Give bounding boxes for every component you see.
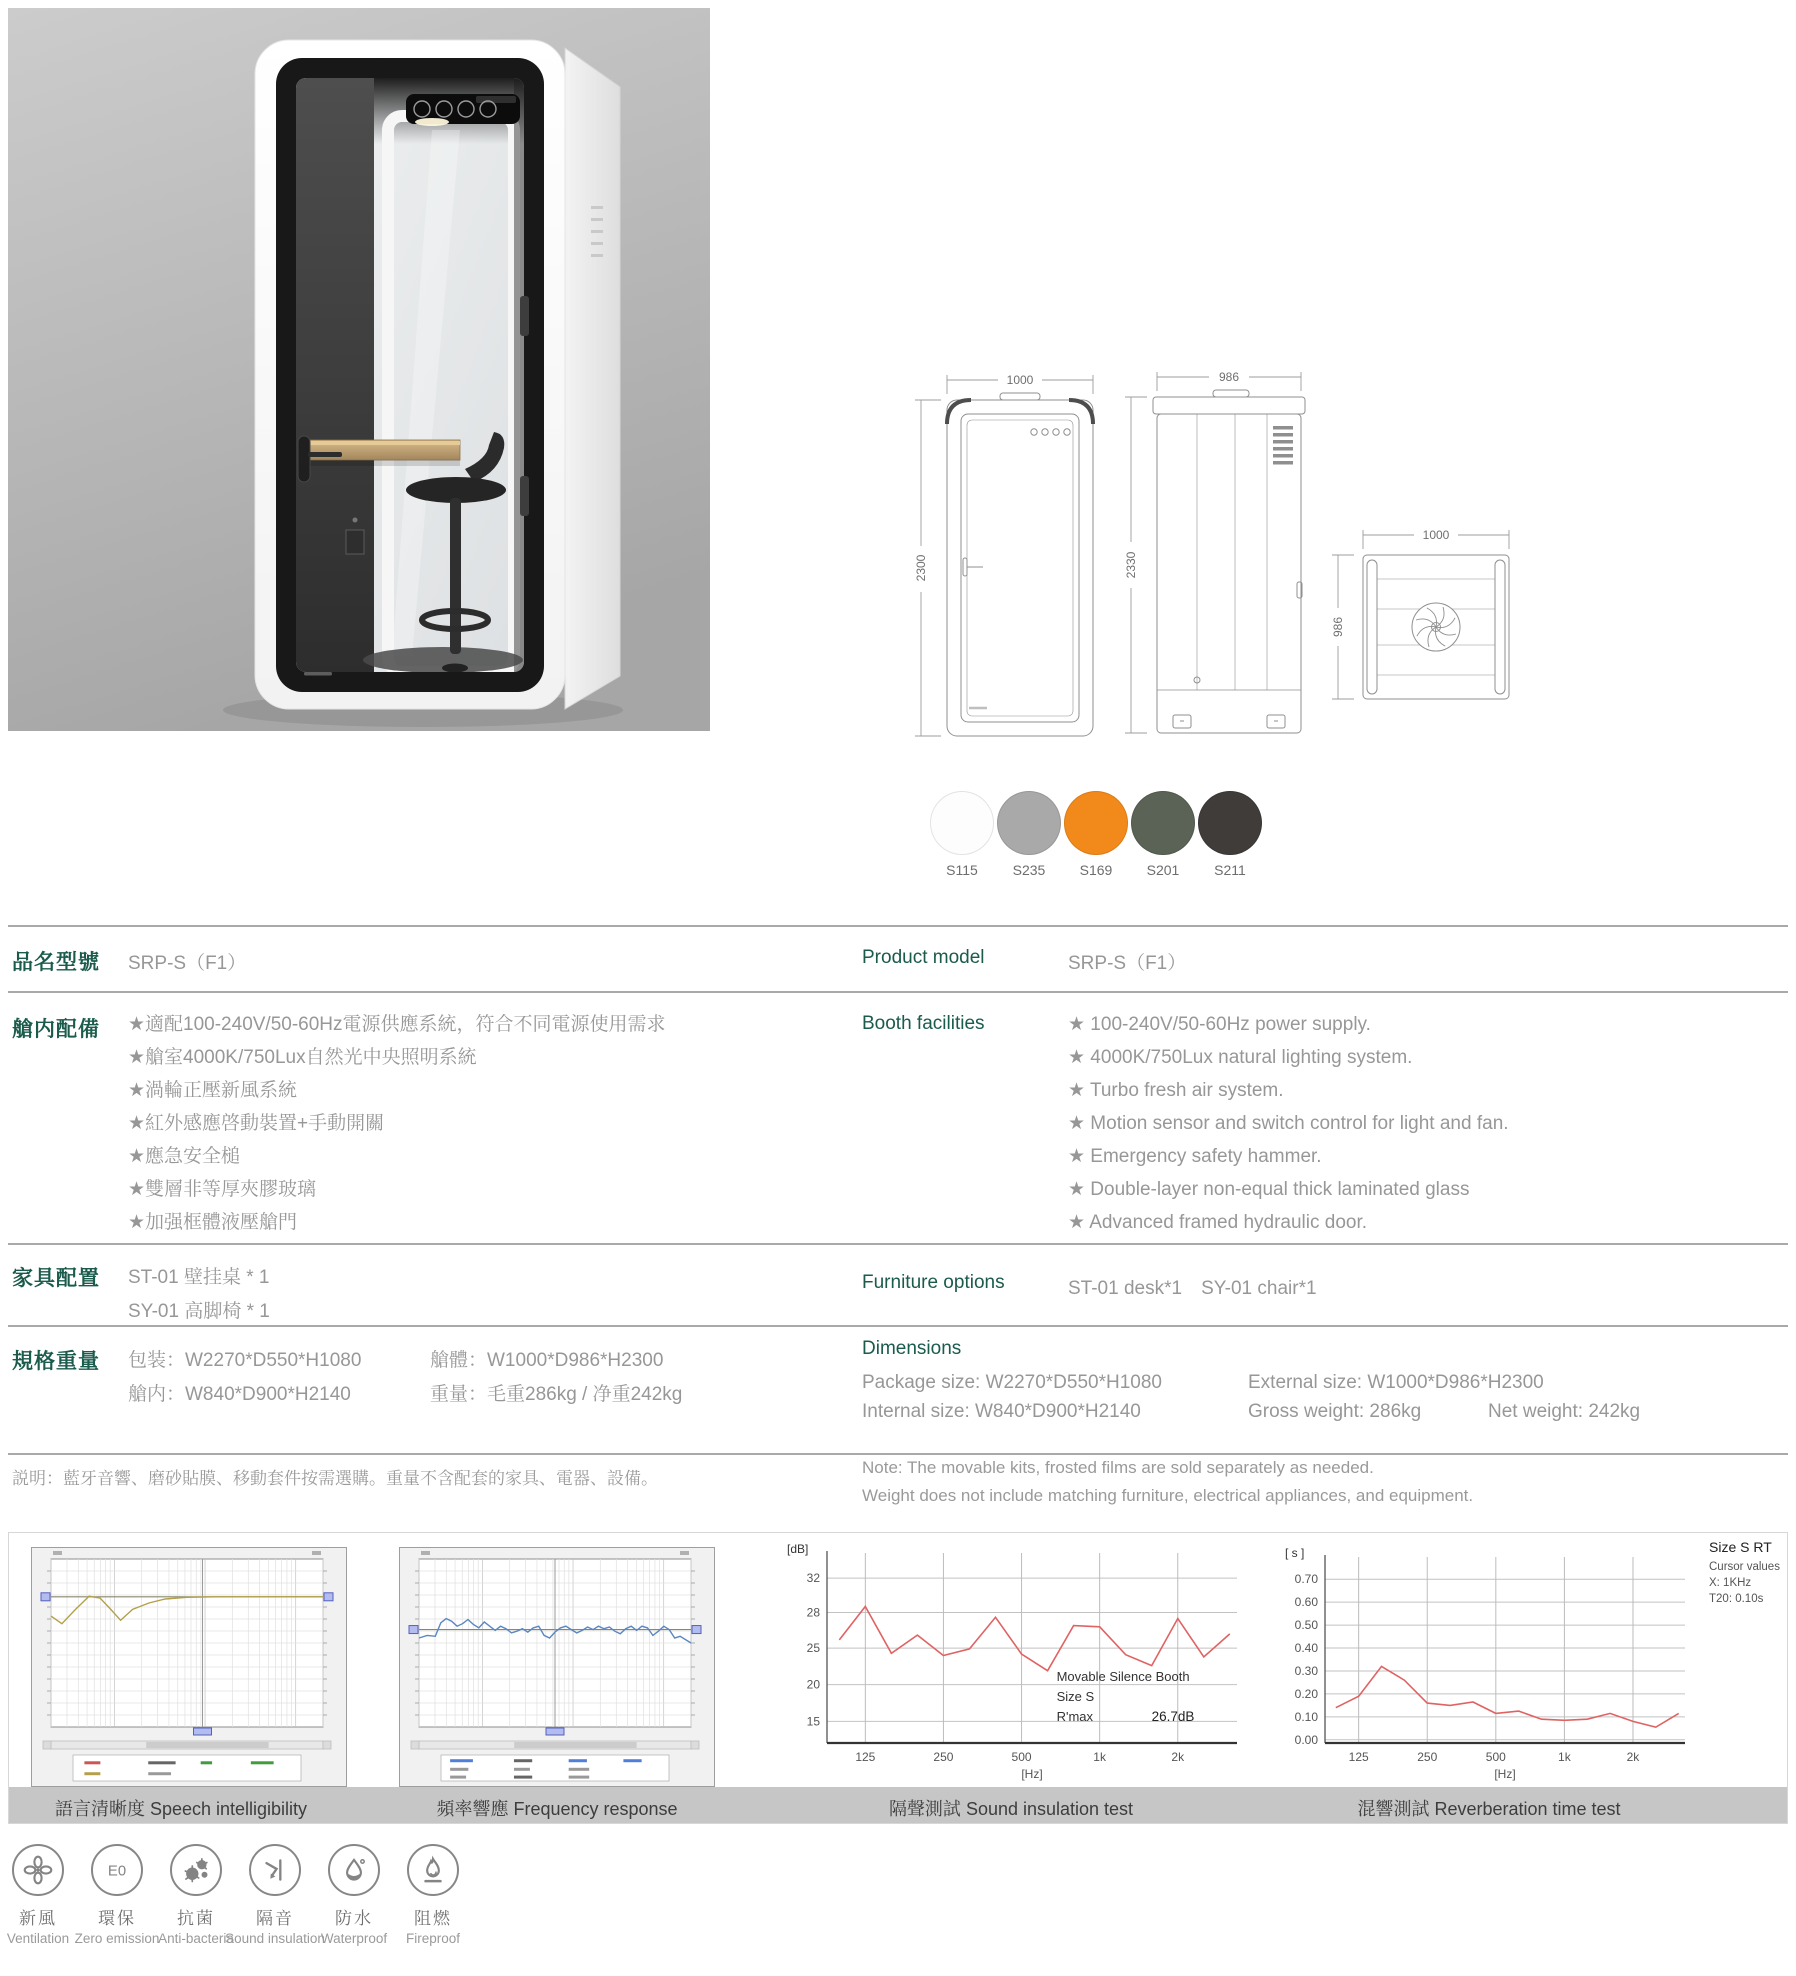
list-item: ★ 4000K/750Lux natural lighting system. [1068,1047,1413,1068]
model-value-zh: SRP-S（F1） [128,953,247,974]
divider [8,1243,1788,1245]
waterproof-icon [337,1853,371,1887]
list-item: ★加强框體液壓艙門 [128,1212,298,1233]
svg-text:0.00: 0.00 [1294,1732,1318,1747]
swatch-dot [1198,791,1262,855]
speech-intelligibility-chart [31,1547,347,1787]
swatch-s211 [1198,791,1262,878]
badge-label-zh: 隔音 [256,1909,294,1928]
dim-external-en: External size: W1000*D986*H2300 [1248,1372,1544,1393]
chart-caption: 語言清晰度 Speech intelligibility [54,1799,308,1819]
badge-circle [407,1844,459,1896]
swatch-code: S235 [1012,862,1046,878]
svg-text:986: 986 [1331,616,1345,638]
badge-fireproof [373,1844,493,1946]
drawing-side-view [1153,390,1305,733]
list-item: ★ Emergency safety hammer. [1068,1146,1322,1167]
badge-label-en: Fireproof [405,1931,461,1946]
swatch-code: S115 [946,862,978,878]
svg-text:1000: 1000 [1006,373,1034,387]
svg-text:32: 32 [806,1571,820,1586]
chart-note-line: T20: 0.10s [1709,1593,1764,1605]
chart-caption: 隔聲測試 Sound insulation test [888,1799,1134,1819]
svg-text:[ s ]: [ s ] [1285,1546,1305,1560]
chart-caption: 頻率響應 Frequency response [436,1799,678,1819]
swatch-dot [997,791,1061,855]
svg-text:125: 125 [1348,1750,1369,1764]
drawing-front-dims [913,372,1093,736]
svg-text:15: 15 [806,1714,820,1729]
acoustic-panel [296,78,374,672]
color-swatches [930,791,1262,878]
list-item: ★紅外感應啓動裝置+手動開關 [128,1113,385,1134]
svg-text:0.40: 0.40 [1294,1641,1318,1656]
badge-label-en: Waterproof [320,1931,388,1946]
swatch-code: S201 [1146,862,1180,878]
panel-light-glow [415,118,449,126]
svg-text:0.20: 0.20 [1294,1686,1318,1701]
swatch-s201 [1131,791,1195,878]
badge-label-zh: 抗菌 [177,1909,215,1928]
svg-text:2k: 2k [1171,1750,1185,1764]
furniture-item-zh: ST-01 壁挂桌 * 1 [128,1267,270,1288]
dim-gross-en: Gross weight: 286kg [1248,1401,1422,1422]
chart-caption: 混響測試 Reverberation time test [1357,1799,1621,1819]
swatch-s169 [1064,791,1128,878]
svg-text:500: 500 [1011,1750,1032,1764]
list-item: ★ Advanced framed hydraulic door. [1068,1212,1368,1233]
list-item: ★ Turbo fresh air system. [1068,1080,1284,1101]
svg-text:[Hz]: [Hz] [1021,1767,1043,1781]
dim-package-zh: 包装：W2270*D550*H1080 [128,1350,362,1371]
furniture-value-en: ST-01 desk*1 SY-01 chair*1 [1068,1278,1317,1299]
swatch-dot [1131,791,1195,855]
swatch-dot [1064,791,1128,855]
booth-side-panel [565,48,620,709]
technical-drawings [895,350,1595,750]
furniture-label-en: Furniture options [862,1272,1005,1293]
list-item: ★艙室4000K/750Lux自然光中央照明系統 [128,1047,477,1068]
svg-text:[Hz]: [Hz] [1494,1767,1516,1781]
reverberation-time-chart [1277,1543,1697,1785]
model-label-en: Product model [862,947,985,968]
door-lock [346,530,364,554]
control-panel [406,94,520,126]
product-photo [8,8,710,731]
fan-icon [21,1853,55,1887]
swatch-code: S211 [1214,862,1246,878]
divider [8,1325,1788,1327]
svg-text:26.7dB: 26.7dB [1151,1709,1195,1725]
svg-text:E0: E0 [107,1863,127,1880]
reverberation-cursor-values [1709,1539,1796,1607]
model-label-zh: 品名型號 [12,951,100,974]
furniture-label-zh: 家具配置 [12,1267,100,1290]
chart-note-title: Size S RT [1709,1539,1772,1555]
badge-label-en: Anti-bacteria [158,1931,234,1946]
fireproof-icon [416,1853,450,1887]
list-item: ★渦輪正壓新風系統 [128,1080,298,1101]
door-glass [296,78,524,673]
svg-text:1000: 1000 [1422,528,1450,542]
svg-text:20: 20 [806,1677,820,1692]
note-en-line1: Note: The movable kits, frosted films are sold separately as needed. [862,1458,1374,1477]
svg-text:986: 986 [1218,370,1240,384]
dim-body-zh: 艙體：W1000*D986*H2300 [430,1350,664,1371]
bacteria-icon [179,1853,213,1887]
dim-weight-zh: 重量：毛重286kg / 净重242kg [430,1384,683,1405]
badge-label-en: Zero emission [74,1931,160,1946]
svg-text:2300: 2300 [914,554,928,582]
facilities-label-en: Booth facilities [862,1013,985,1034]
dim-package-en: Package size: W2270*D550*H1080 [862,1372,1162,1393]
svg-text:0.10: 0.10 [1294,1709,1318,1724]
svg-text:28: 28 [806,1605,820,1620]
svg-text:25: 25 [806,1641,820,1656]
vent-grille [1273,426,1293,465]
chart-note-line: X: 1KHz [1709,1577,1752,1589]
facilities-list-zh [128,1008,666,1239]
svg-text:2330: 2330 [1124,551,1138,579]
sound-insulation-icon [258,1853,292,1887]
svg-text:250: 250 [933,1750,954,1764]
list-item: ★ Motion sensor and switch control for light and fan. [1068,1113,1509,1134]
svg-text:2k: 2k [1626,1750,1640,1764]
badge-label-en: Sound insulation [225,1931,325,1946]
svg-text:250: 250 [1417,1750,1438,1764]
chart-note-line: Cursor values [1709,1561,1780,1573]
swatch-s235 [997,791,1061,878]
svg-text:Size S: Size S [1056,1689,1095,1705]
svg-text:Movable Silence Booth: Movable Silence Booth [1056,1669,1190,1685]
e0-icon [100,1853,134,1887]
dim-internal-en: Internal size: W840*D900*H2140 [862,1401,1141,1422]
frequency-response-chart [399,1547,715,1787]
list-item: ★ 100-240V/50-60Hz power supply. [1068,1014,1371,1035]
sound-insulation-chart [779,1539,1249,1785]
ventilation-fan [1412,603,1460,651]
list-item: ★應急安全槌 [128,1146,241,1167]
dim-internal-zh: 艙内：W840*D900*H2140 [128,1384,351,1405]
list-item: ★適配100-240V/50-60Hz電源供應系統，符合不同電源使用需求 [128,1014,666,1035]
svg-text:0.70: 0.70 [1294,1572,1318,1587]
note-en-line2: Weight does not include matching furniture, electrical appliances, and equipment. [862,1486,1474,1505]
hinge-bottom [520,476,529,516]
drawing-side-dims [1123,369,1301,733]
divider [8,991,1788,993]
test-charts-section [8,1532,1788,1824]
svg-text:1k: 1k [1093,1750,1106,1764]
furniture-item-zh: SY-01 高脚椅 * 1 [128,1301,270,1322]
facilities-label-zh: 艙内配備 [12,1018,100,1041]
chart-caption-bar [9,1787,1787,1823]
divider [8,1453,1788,1455]
svg-text:0.30: 0.30 [1294,1663,1318,1678]
dimensions-label-zh: 規格重量 [12,1350,100,1373]
svg-text:1k: 1k [1558,1750,1571,1764]
svg-text:0.50: 0.50 [1294,1618,1318,1633]
svg-text:0.60: 0.60 [1294,1595,1318,1610]
badge-label-zh: 防水 [335,1909,373,1928]
hinge-top [520,296,529,336]
note-zh: 説明：藍牙音響、磨砂貼膜、移動套件按需選購。重量不含配套的家具、電器、設備。 [12,1469,658,1488]
badge-label-en: Ventilation [6,1931,70,1946]
dimensions-label-en: Dimensions [862,1338,962,1359]
facilities-list-en [1068,1008,1509,1239]
swatch-dot [930,791,994,855]
brand-mark [304,672,332,676]
certification-badges [0,1844,520,1974]
divider [8,925,1788,927]
swatch-s115 [930,791,994,878]
svg-text:125: 125 [855,1750,876,1764]
model-value-en: SRP-S（F1） [1068,953,1187,974]
svg-text:[dB]: [dB] [787,1542,809,1556]
badge-label-zh: 環保 [98,1909,136,1928]
svg-text:500: 500 [1485,1750,1506,1764]
swatch-code: S169 [1079,862,1113,878]
list-item: ★ Double-layer non-equal thick laminated glass [1068,1179,1470,1200]
list-item: ★雙層非等厚夾膠玻璃 [128,1179,317,1200]
badge-label-zh: 新風 [19,1909,57,1928]
drawing-front-view [947,393,1093,736]
badge-label-zh: 阻燃 [414,1909,452,1928]
drawing-top-view [1363,555,1509,699]
svg-text:R'max: R'max [1056,1709,1094,1725]
dim-net-en: Net weight: 242kg [1488,1401,1641,1422]
